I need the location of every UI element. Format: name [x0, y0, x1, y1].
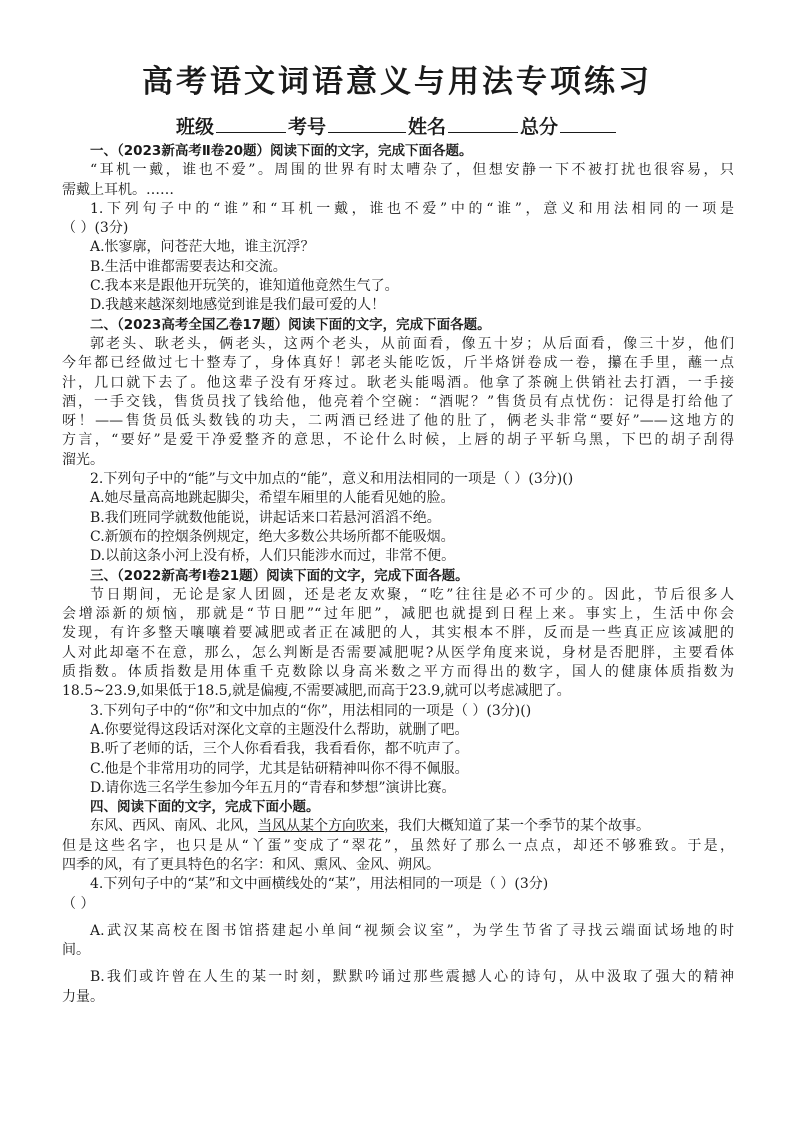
- score-blank[interactable]: [560, 112, 616, 133]
- option-c: C.我本来是跟他开玩笑的，谁知道他竟然生气了。: [90, 278, 399, 295]
- question-line: 1.下列句子中的“谁”和“耳机一戴，谁也不爱”中的“谁”，意义和用法相同的一项是: [90, 200, 734, 217]
- name-label: 姓名: [408, 116, 447, 138]
- section-heading: 四、阅读下面的文字，完成下面小题。: [90, 799, 320, 816]
- option-d: D.我越来越深刻地感觉到谁是我们最可爱的人！: [90, 297, 386, 314]
- option-c: C.新颁布的控烟条例规定，绝大多数公共场所都不能吸烟。: [90, 528, 455, 545]
- passage-line: 四季的风，有了更具特色的名字：和风、熏风、金风、朔风。: [62, 856, 440, 873]
- name-blank[interactable]: [448, 112, 518, 133]
- section-heading: 三、（2022新高考Ⅰ卷21题）阅读下面的文字，完成下面各题。: [90, 567, 469, 584]
- option-d: D.请你选三名学生参加今年五月的“青春和梦想”演讲比赛。: [90, 779, 456, 796]
- option-d: D.以前这条小河上没有桥，人们只能涉水而过，非常不便。: [90, 548, 456, 565]
- exercise-content: [62, 142, 734, 1007]
- option-b: B.生活中谁都需要表达和交流。: [90, 258, 287, 275]
- passage-line: 方言，“要好”是爱干净爱整齐的意思，不论什么时候，上唇的胡子平斩乌黑，下巴的胡子刮得: [62, 432, 734, 449]
- passage-line: 溜光。: [62, 451, 104, 468]
- option-a: A.怅寥廓，问苍茫大地，谁主沉浮？: [90, 239, 315, 256]
- passage-text: 东风、西风、南风、北风，: [90, 818, 258, 835]
- passage-line: 汁，几口就下去了。他这辈子没有牙疼过。耿老头能喝酒。他拿了茶碗上供销社去打酒，一手接: [62, 374, 734, 391]
- option-a: A.武汉某高校在图书馆搭建起小单间“视频会议室”，为学生节省了寻找云端面试场地的时: [90, 922, 734, 939]
- class-blank[interactable]: [216, 112, 286, 133]
- question-line: 2.下列句子中的“能”与文中加点的“能”，意义和用法相同的一项是（ ）(3分)(): [90, 471, 574, 488]
- section-heading: 一、（2023新高考Ⅱ卷20题）阅读下面的文字，完成下面各题。: [90, 143, 473, 159]
- option-a-wrap: 间。: [62, 942, 90, 959]
- passage-line: 但是这些名字，也只是从“丫蛋”变成了“翠花”，虽然好了那么一点点，却还不够雅致。于是，: [62, 837, 734, 854]
- passage-line: 需戴上耳机。……: [62, 181, 174, 198]
- question-line: 3.下列句子中的“你”和文中加点的“你”，用法相同的一项是（ ）(3分)(): [90, 702, 532, 719]
- option-a: A.她尽量高高地跳起脚尖，希望车厢里的人能看见她的脸。: [90, 490, 455, 507]
- passage-line: 今年都已经做过七十整寿了，身体真好！郭老头能吃饭，斤半烙饼卷成一卷，攥在手里，蘸一点: [62, 355, 734, 372]
- option-b: B.我们班同学就数他能说，讲起话来口若悬河滔滔不绝。: [90, 509, 441, 526]
- passage-line: [62, 817, 734, 836]
- question-line: （ ）: [62, 895, 95, 912]
- question-line: 4.下列句子中的“某”和文中画横线处的“某”，用法相同的一项是（ ）(3分): [90, 876, 549, 893]
- class-label: 班级: [175, 116, 214, 138]
- passage-line: 呀！——售货员低头数钱的功夫，二两酒已经进了他的肚了，俩老头非常“要好”——这地方的: [62, 413, 734, 430]
- passage-line: 酒，一手交钱，售货员找了钱给他，他亮着个空碗：“酒呢？”售货员有点忧伤：记得是打给他了: [62, 393, 734, 410]
- option-c: C.他是个非常用功的同学，尤其是钻研精神叫你不得不佩服。: [90, 760, 469, 777]
- option-b: B.我们或许曾在人生的某一时刻，默默吟诵过那些震撼人心的诗句，从中汲取了强大的精神: [90, 969, 734, 986]
- section-heading: 二、（2023高考全国乙卷17题）阅读下面的文字，完成下面各题。: [90, 316, 491, 333]
- page-title: 高考语文词语意义与用法专项练习: [142, 64, 652, 100]
- option-b: B.听了老师的话，三个人你看看我，我看看你，都不吭声了。: [90, 741, 469, 758]
- exam-no-blank[interactable]: [328, 112, 406, 133]
- passage-line: 18.5~23.9,如果低于18.5,就是偏瘦,不需要减肥,而高于23.9,就可以考虑减肥了。: [62, 683, 571, 700]
- exam-no-label: 考号: [287, 116, 326, 138]
- underlined-phrase: 当风从某个方向吹来: [258, 818, 384, 835]
- passage-line: 郭老头、耿老头，俩老头，这两个老头，从前面看，像五十岁；从后面看，像三十岁，他们: [90, 335, 734, 352]
- passage-line: 人对此却毫不在意，那么，怎么判断是否需要减肥呢?从医学角度来说，身材是否肥胖，主要看体: [62, 644, 734, 661]
- passage-line: 会增添新的烦恼，那就是“节日肥”“过年肥”，减肥也就提到日程上来。事实上，生活中你会: [62, 606, 734, 623]
- option-b-wrap: 力量。: [62, 988, 104, 1005]
- passage-text: ，我们大概知道了某一个季节的某个故事。: [384, 818, 650, 835]
- passage-line: 节日期间，无论是家人团圆，还是老友欢聚，“吃”往往是必不可少的。因此，节后很多人: [90, 586, 734, 603]
- score-label: 总分: [520, 116, 559, 138]
- student-info-line: [0, 112, 794, 140]
- option-a: A.你要觉得这段话对深化文章的主题没什么帮助，就删了吧。: [90, 721, 469, 738]
- passage-line: “耳机一戴，谁也不爱”。周围的世界有时太嘈杂了，但想安静一下不被打扰也很容易，只: [90, 162, 734, 179]
- question-line: （ ）(3分): [62, 220, 129, 237]
- passage-line: 发现，有许多整天嚷嚷着要减肥或者正在减肥的人，其实根本不胖，反而是一些真正应该减肥的: [62, 625, 734, 642]
- passage-line: 质指数。体质指数是用体重千克数除以身高米数之平方而得出的数字，国人的健康体质指数为: [62, 664, 734, 681]
